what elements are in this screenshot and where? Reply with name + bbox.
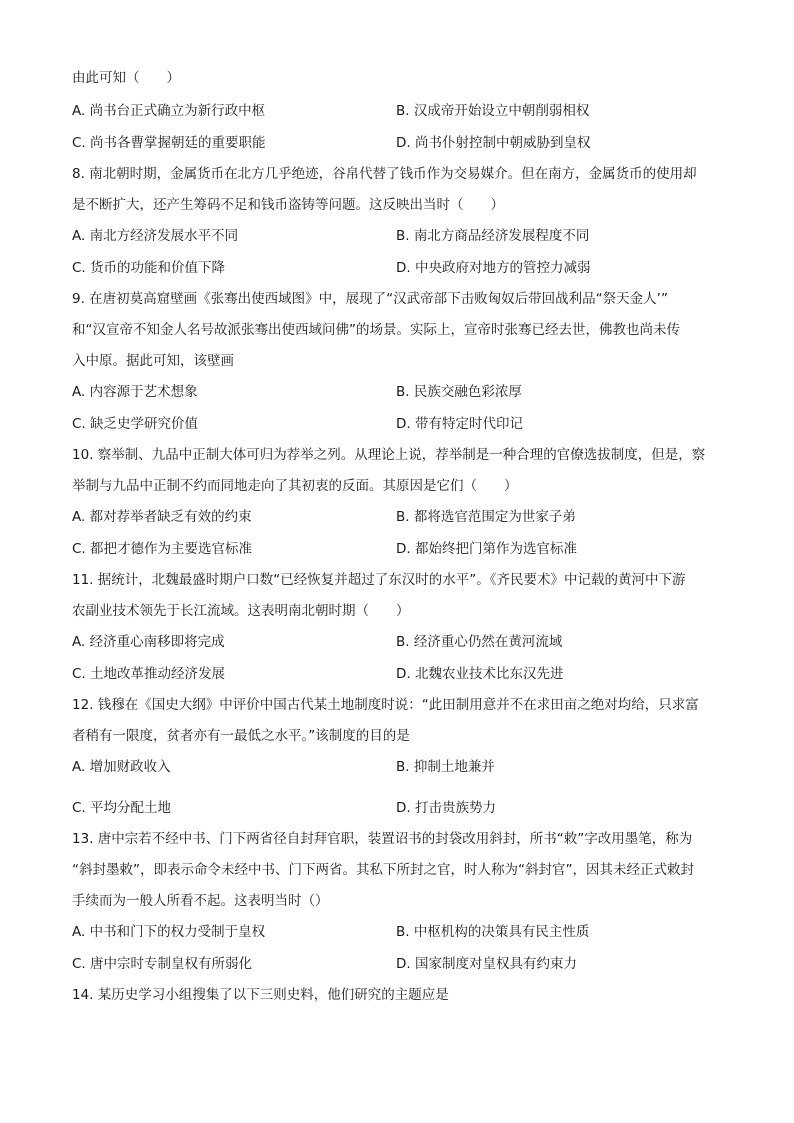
question-7-option-b: B. 汉成帝开始设立中朝削弱相权: [396, 103, 590, 119]
question-13-stem-line-2: “斜封墨敕”，即表示命令未经中书、门下两省。其私下所封之官，时人称为“斜封官”，因其未经正式敕封: [72, 862, 694, 878]
question-7-stem: 由此可知（ ）: [72, 70, 180, 86]
question-10-option-a: A. 都对荐举者缺乏有效的约束: [72, 509, 252, 525]
question-10-stem-line-1: 10. 察举制、九品中正制大体可归为荐举之列。从理论上说，荐举制是一种合理的官僚选拔制度，但是，察: [72, 447, 706, 463]
question-7-option-a: A. 尚书台正式确立为新行政中枢: [72, 103, 266, 119]
question-12-option-b: B. 抑制土地兼并: [396, 759, 495, 775]
question-13-option-a: A. 中书和门下的权力受制于皇权: [72, 924, 266, 940]
question-11-option-d: D. 北魏农业技术比东汉先进: [396, 666, 564, 682]
question-10-stem-line-2: 举制与九品中正制不约而同地走向了其初衷的反面。其原因是它们（ ）: [72, 478, 518, 494]
question-13-stem-line-3: 手续而为一般人所看不起。这表明当时（）: [72, 893, 329, 909]
question-10-option-c: C. 都把才德作为主要选官标准: [72, 541, 253, 557]
question-11-option-c: C. 土地改革推动经济发展: [72, 666, 226, 682]
question-11-option-a: A. 经济重心南移即将完成: [72, 634, 225, 650]
question-10-option-d: D. 都始终把门第作为选官标准: [396, 541, 577, 557]
question-12-stem-line-1: 12. 钱穆在《国史大纲》中评价中国古代某土地制度时说：“此田制用意并不在求田亩之绝对均给，只求富: [72, 697, 699, 713]
question-13-option-d: D. 国家制度对皇权具有约束力: [396, 956, 577, 972]
question-13-stem-line-1: 13. 唐中宗若不经中书、门下两省径自封拜官职，装置诏书的封袋改用斜封，所书“敕”字改用墨笔，称为: [72, 831, 693, 847]
question-8-option-a: A. 南北方经济发展水平不同: [72, 228, 239, 244]
question-12-option-a: A. 增加财政收入: [72, 759, 171, 775]
question-8-option-b: B. 南北方商品经济发展程度不同: [396, 228, 590, 244]
question-13-option-b: B. 中枢机构的决策具有民主性质: [396, 924, 590, 940]
question-9-option-a: A. 内容源于艺术想象: [72, 384, 198, 400]
question-9-stem-line-3: 入中原。据此可知，该壁画: [72, 353, 234, 369]
question-12-option-d: D. 打击贵族势力: [396, 800, 496, 816]
question-9-option-c: C. 缺乏史学研究价值: [72, 416, 199, 432]
question-10-option-b: B. 都将选官范围定为世家子弟: [396, 509, 576, 525]
question-11-option-b: B. 经济重心仍然在黄河流域: [396, 634, 563, 650]
question-9-option-d: D. 带有特定时代印记: [396, 416, 523, 432]
question-9-option-b: B. 民族交融色彩浓厚: [396, 384, 522, 400]
question-12-stem-line-2: 者稍有一限度，贫者亦有一最低之水平。”该制度的目的是: [72, 728, 410, 744]
question-8-stem-line-1: 8. 南北朝时期，金属货币在北方几乎绝迹，谷帛代替了钱币作为交易媒介。但在南方，金属货币的使用却: [72, 166, 697, 182]
question-7-option-d: D. 尚书仆射控制中朝威胁到皇权: [396, 135, 591, 151]
question-7-option-c: C. 尚书各曹掌握朝廷的重要职能: [72, 135, 266, 151]
question-11-stem-line-2: 农副业技术领先于长江流域。这表明南北朝时期（ ）: [72, 603, 410, 619]
question-13-option-c: C. 唐中宗时专制皇权有所弱化: [72, 956, 253, 972]
question-8-stem-line-2: 是不断扩大，还产生筹码不足和钱币盗铸等问题。这反映出当时（ ）: [72, 197, 504, 213]
question-14-stem-line-1: 14. 某历史学习小组搜集了以下三则史料，他们研究的主题应是: [72, 987, 449, 1003]
question-9-stem-line-2: 和“汉宣帝不知金人名号故派张骞出使西域问佛”的场景。实际上，宣帝时张骞已经去世，佛教也尚未传: [72, 322, 680, 338]
question-11-stem-line-1: 11. 据统计，北魏最盛时期户口数“已经恢复并超过了东汉时的水平”。《齐民要术》中记载的黄河中下游: [72, 572, 686, 588]
question-8-option-c: C. 货币的功能和价值下降: [72, 260, 226, 276]
question-9-stem-line-1: 9. 在唐初莫高窟壁画《张骞出使西域图》中，展现了“汉武帝部下击败匈奴后带回战利品“祭天金人’”: [72, 291, 668, 307]
question-12-option-c: C. 平均分配土地: [72, 800, 172, 816]
question-8-option-d: D. 中央政府对地方的管控力减弱: [396, 260, 591, 276]
